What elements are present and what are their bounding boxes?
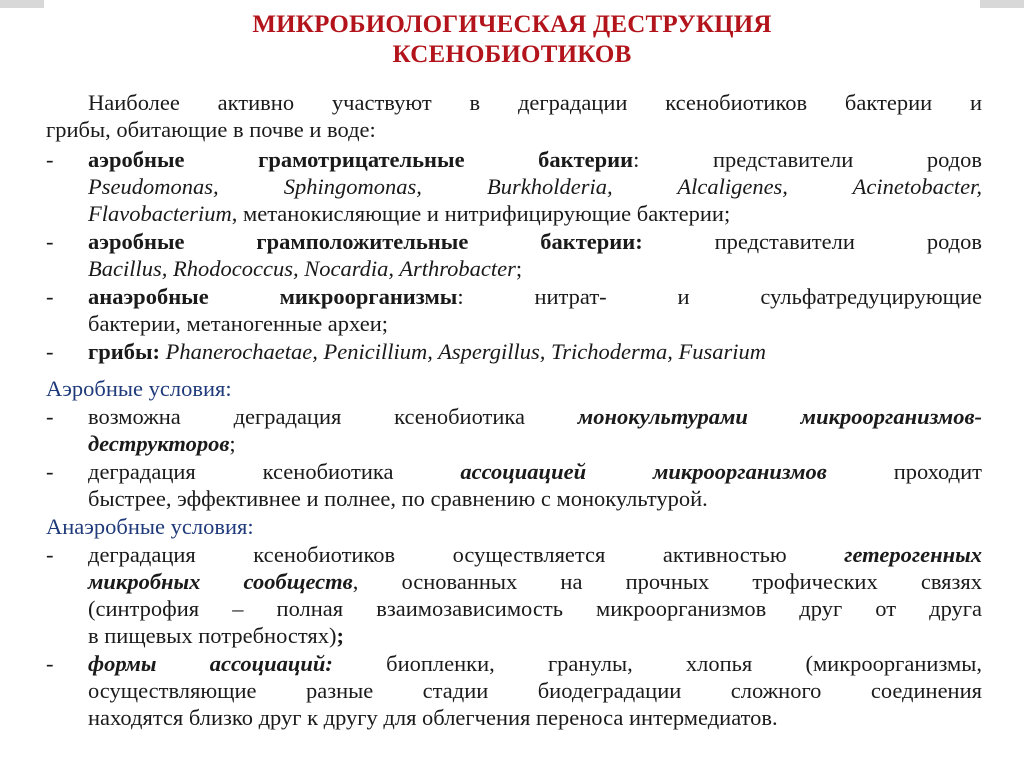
aerobic-item-1-text: возможна деградация ксенобиотика xyxy=(88,404,578,429)
group-2-genera-italic: Bacillus, Rhodococcus, Nocardia, Arthrobacter xyxy=(88,256,516,281)
group-4-genera: Phanerochaetae, Penicillium, Aspergillus, Trichoderma, Fusarium xyxy=(160,339,766,364)
aerobic-item-1-end: ; xyxy=(229,431,236,456)
anaerobic-item-2-line-3: находятся близко друг к другу для облегчения переноса интермедиатов. xyxy=(88,705,778,730)
anaerobic-item-2-line-2: осуществляющие разные стадии биодеградации сложного соединения xyxy=(88,678,982,703)
slide-title-line-2: КСЕНОБИОТИКОВ xyxy=(392,41,632,68)
group-item-4 xyxy=(46,338,982,365)
slide-title xyxy=(0,10,1024,70)
bullet-dash: - xyxy=(46,339,54,364)
group-2-line-1 xyxy=(88,228,982,255)
aerobic-item-1 xyxy=(46,403,982,430)
bullet-dash: - xyxy=(46,284,54,309)
anaerobic-item-1-line-3: (синтрофия – полная взаимозависимость микроорганизмов друг от друга xyxy=(88,596,982,621)
anaerobic-item-1-end: ; xyxy=(336,623,345,648)
aerobic-item-1-emphasis-2: деструкторов xyxy=(88,431,230,456)
anaerobic-item-1-line-4-text: в пищевых потребностях) xyxy=(88,623,337,648)
aerobic-heading: Аэробные условия: xyxy=(46,376,232,401)
anaerobic-item-1-line-4 xyxy=(88,622,982,649)
bullet-dash: - xyxy=(46,459,54,484)
anaerobic-item-1-rest: , основанных на прочных трофических связях xyxy=(352,569,982,594)
anaerobic-item-1-emphasis-2: микробных сообществ xyxy=(88,569,353,594)
aerobic-item-1-emphasis: монокультурами микроорганизмов- xyxy=(577,404,983,429)
group-4-line-1 xyxy=(88,338,982,365)
group-1-genera-italic-2: Flavobacterium xyxy=(88,201,232,226)
group-3-line-2: бактерии, метаногенные археи; xyxy=(88,311,389,336)
group-2-after-name: представители родов xyxy=(642,229,982,254)
bullet-dash: - xyxy=(46,404,54,429)
aerobic-item-2-line-2: быстрее, эффективнее и полнее, по сравнению с монокультурой. xyxy=(88,486,708,511)
aerobic-item-2-emphasis: ассоциацией микроорганизмов xyxy=(460,459,827,484)
group-item-3 xyxy=(46,283,982,310)
aerobic-item-2-text: деградация ксенобиотика xyxy=(88,459,461,484)
anaerobic-item-1-line-2 xyxy=(88,568,982,595)
group-1-name: аэробные грамотрицательные бактерии xyxy=(88,147,634,172)
group-3-name: анаэробные микроорганизмы xyxy=(88,284,458,309)
aerobic-item-2 xyxy=(46,458,982,485)
group-1-line-1 xyxy=(88,146,982,173)
group-1-genera-rest: , метанокисляющие и нитрифицирующие бактерии; xyxy=(231,201,731,226)
anaerobic-item-2-line-1 xyxy=(88,650,982,677)
aerobic-item-2-rest: проходит xyxy=(826,459,982,484)
anaerobic-item-2 xyxy=(46,650,982,677)
group-4-name: грибы: xyxy=(88,339,161,364)
corner-decoration-left xyxy=(0,0,44,8)
group-2-genera-line-1 xyxy=(88,255,982,282)
group-1-genera-line-1 xyxy=(88,173,982,200)
aerobic-item-1-line-2 xyxy=(88,430,982,457)
bullet-dash: - xyxy=(46,147,54,172)
group-1-after-name: : представители родов xyxy=(633,147,982,172)
aerobic-item-1-line-1 xyxy=(88,403,982,430)
group-1-genera-line-2 xyxy=(88,200,982,227)
group-1-genera-italic: Pseudomonas, Sphingomonas, Burkholderia, Alcaligenes, Acinetobacter, xyxy=(88,174,982,199)
group-2-name: аэробные грамположительные бактерии: xyxy=(88,229,643,254)
slide-title-line-1: МИКРОБИОЛОГИЧЕСКАЯ ДЕСТРУКЦИЯ xyxy=(252,11,772,38)
anaerobic-item-2-emphasis: формы ассоциаций: xyxy=(88,651,333,676)
group-item-1 xyxy=(46,146,982,173)
bullet-dash: - xyxy=(46,229,54,254)
bullet-dash: - xyxy=(46,651,54,676)
intro-line-1: Наиболее активно участвуют в деградации ксенобиотиков бактерии и xyxy=(88,90,982,115)
aerobic-item-2-line-1 xyxy=(88,458,982,485)
group-3-line-1 xyxy=(88,283,982,310)
anaerobic-heading: Анаэробные условия: xyxy=(46,514,254,539)
anaerobic-item-1-line-1 xyxy=(88,541,982,568)
bullet-dash: - xyxy=(46,542,54,567)
anaerobic-item-2-rest: биопленки, гранулы, хлопья (микроорганизмы, xyxy=(332,651,983,676)
group-2-genera-end: ; xyxy=(515,256,523,281)
anaerobic-item-1-emphasis: гетерогенных xyxy=(844,542,982,567)
anaerobic-item-1-text: деградация ксенобиотиков осуществляется активностью xyxy=(88,542,845,567)
group-3-after-name: : нитрат- и сульфатредуцирующие xyxy=(457,284,983,309)
corner-decoration-right xyxy=(980,0,1024,8)
anaerobic-item-1 xyxy=(46,541,982,568)
intro-line-2: грибы, обитающие в почве и воде: xyxy=(46,117,376,142)
group-item-2 xyxy=(46,228,982,255)
